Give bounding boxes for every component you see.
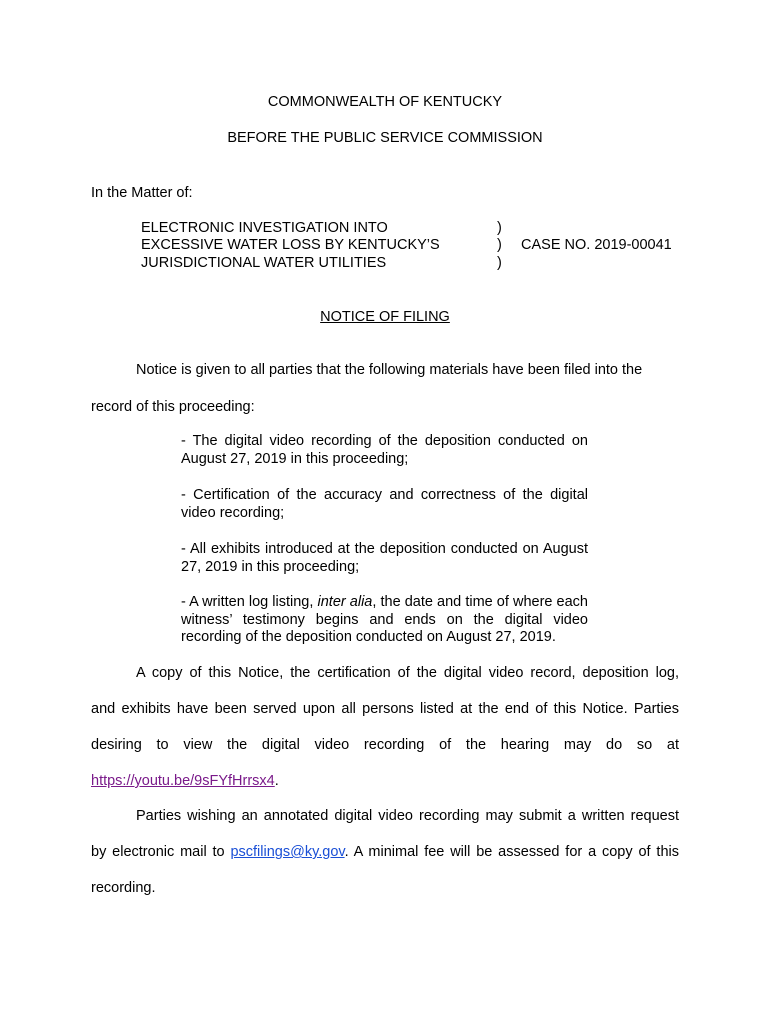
request-line-3: recording. — [91, 880, 156, 896]
copy-line-1: A copy of this Notice, the certification of the digital video record, deposition log, — [136, 665, 679, 681]
notice-intro-line-1: Notice is given to all parties that the following materials have been filed into the — [136, 362, 643, 378]
caption-paren-2: ) — [497, 237, 502, 253]
case-number: CASE NO. 2019-00041 — [521, 237, 672, 253]
header-commission: BEFORE THE PUBLIC SERVICE COMMISSION — [227, 130, 543, 146]
request-line-1: Parties wishing an annotated digital video recording may submit a written request — [136, 808, 679, 824]
filed-item-4-italic: inter alia — [317, 594, 373, 610]
copy-line-2: and exhibits have been served upon all persons listed at the end of this Notice. Parties — [91, 701, 679, 717]
filed-item-3: - All exhibits introduced at the deposition conducted on August 27, 2019 in this proceeding; — [181, 541, 588, 575]
email-link[interactable]: pscfilings@ky.gov — [230, 844, 345, 860]
filed-item-1: - The digital video recording of the deposition conducted on August 27, 2019 in this proceeding; — [181, 433, 588, 467]
matter-intro: In the Matter of: — [91, 185, 193, 201]
caption-paren-1: ) — [497, 220, 502, 236]
request-line-2-end: . A minimal fee will be assessed for a copy of this — [344, 844, 679, 860]
filed-item-4 — [181, 594, 588, 647]
notice-intro-line-2: record of this proceeding: — [91, 399, 255, 415]
request-line-2 — [91, 844, 679, 860]
video-link-period: . — [274, 773, 279, 789]
caption-paren-3: ) — [497, 255, 502, 271]
filed-item-4-start: - A written log listing, — [181, 594, 318, 610]
caption-line-3: JURISDICTIONAL WATER UTILITIES — [141, 255, 387, 271]
filed-item-4-end: , the date and time of where each witness’ testimony begins and ends on the digital video recording of the deposition conducted on August 27, 2019. — [181, 594, 588, 645]
copy-line-3: desiring to view the digital video recording of the hearing may do so at — [91, 737, 679, 753]
notice-title: NOTICE OF FILING — [320, 309, 450, 325]
header-commonwealth: COMMONWEALTH OF KENTUCKY — [267, 94, 503, 110]
video-link[interactable]: https://youtu.be/9sFYfHrrsx4 — [91, 773, 275, 789]
caption-line-1: ELECTRONIC INVESTIGATION INTO — [141, 220, 388, 236]
filed-item-2: - Certification of the accuracy and correctness of the digital video recording; — [181, 487, 588, 521]
request-line-2-start: by electronic mail to — [91, 844, 231, 860]
caption-line-2: EXCESSIVE WATER LOSS BY KENTUCKY’S — [141, 237, 440, 253]
video-link-line — [91, 773, 279, 789]
